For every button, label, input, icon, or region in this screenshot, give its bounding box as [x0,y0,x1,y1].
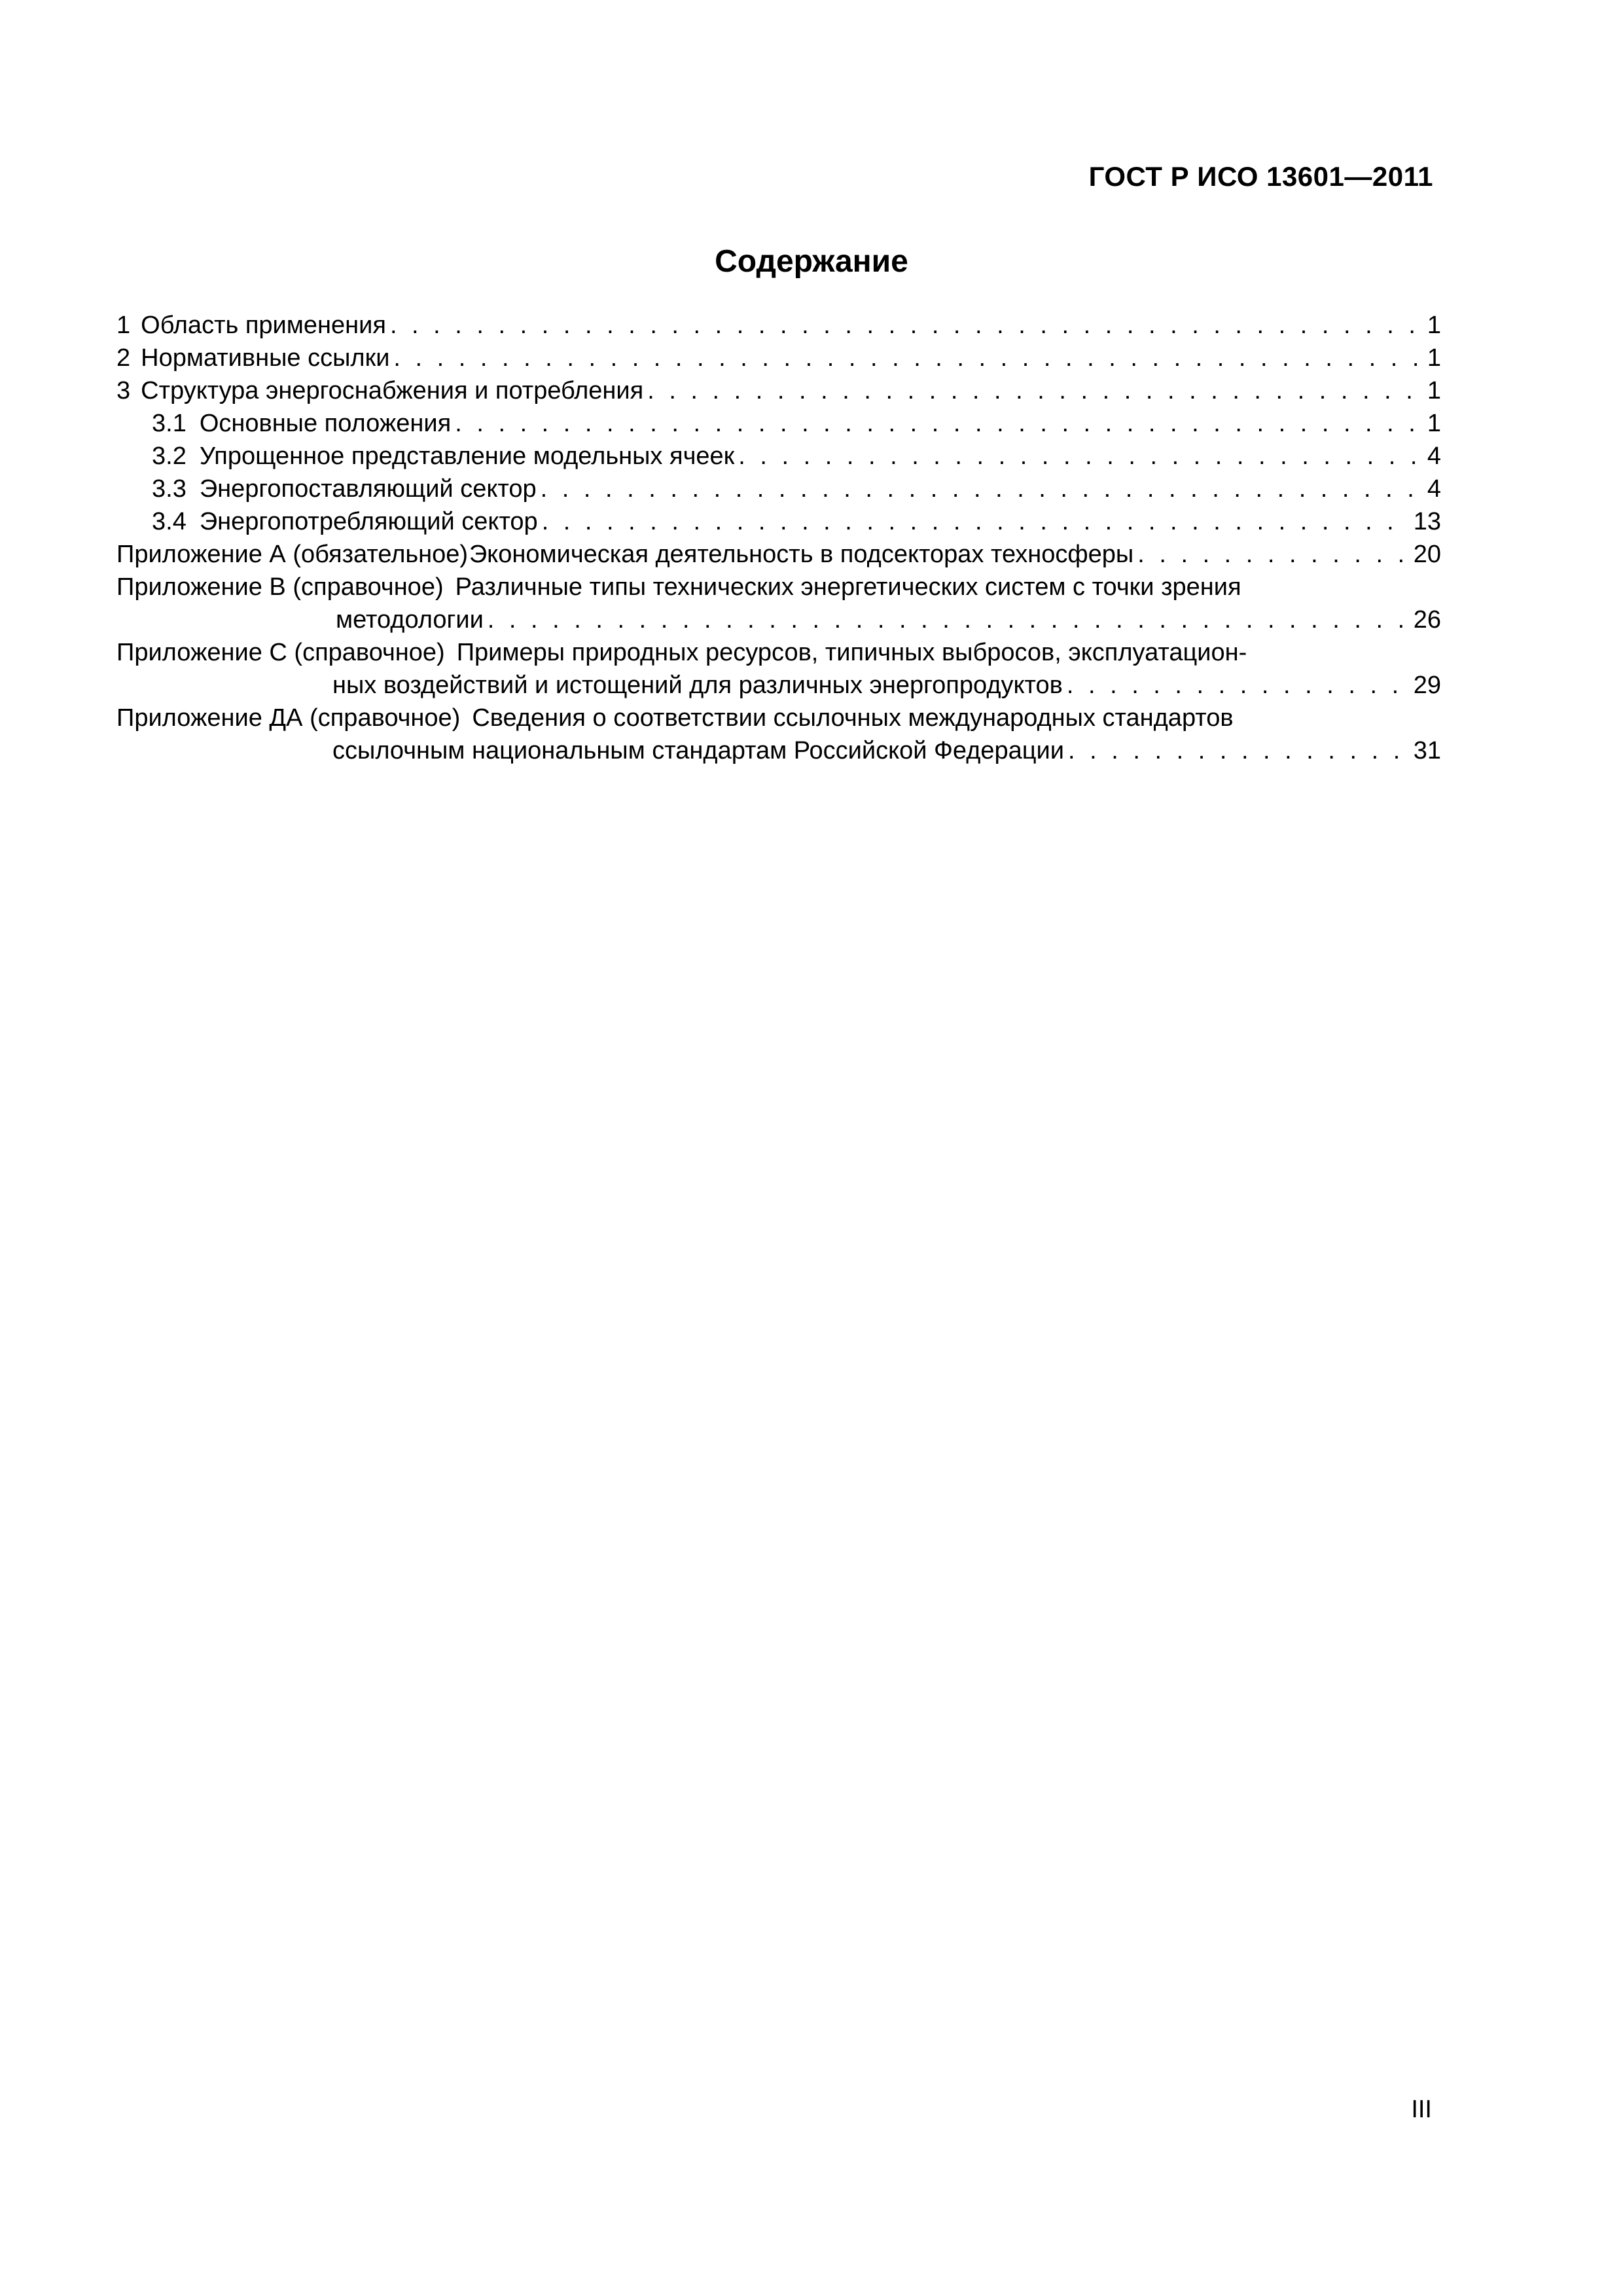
toc-entry-title: Различные типы технических энергетических систем с точки зрения [455,573,1241,601]
table-of-contents [116,309,1441,767]
dot-leader [455,407,1423,440]
toc-entry-title-continued: ных воздействий и истощений для различных энергопродуктов [332,672,1063,699]
toc-entry-title: Структура энергоснабжения и потребления [141,377,644,404]
toc-entry-page: 20 [1413,541,1441,568]
toc-entry-1[interactable] [116,309,1441,342]
dot-leader [541,473,1423,505]
toc-entry-3[interactable] [116,374,1441,407]
dot-leader [1068,734,1410,767]
toc-entry-title: Экономическая деятельность в подсекторах техносферы [469,541,1134,568]
toc-entry-page: 1 [1427,344,1441,372]
toc-entry-title: Область применения [141,312,386,339]
dot-leader [738,440,1423,473]
toc-entry-page: 4 [1427,475,1441,503]
appendix-label: Приложение В (справочное) [116,573,444,601]
toc-entry-page: 4 [1427,442,1441,470]
dot-leader [647,374,1423,407]
appendix-label: Приложение ДА (справочное) [116,704,461,732]
toc-entry-3-1[interactable] [116,407,1441,440]
toc-entry-title-continued: методологии [336,606,484,634]
toc-entry-number: 3.4 [152,508,187,535]
toc-entry-appendix-c-continued[interactable] [116,669,1441,702]
dot-leader [390,309,1423,342]
dot-leader [542,505,1410,538]
toc-entry-appendix-da[interactable] [116,702,1441,734]
toc-entry-page: 26 [1413,606,1441,634]
toc-entry-appendix-b[interactable] [116,571,1441,603]
toc-entry-number: 1 [116,312,131,339]
toc-entry-title: Энергопотребляющий сектор [199,508,538,535]
appendix-label: Приложение А (обязательное) [116,541,469,568]
dot-leader [393,342,1423,374]
toc-entry-page: 29 [1413,672,1441,699]
toc-entry-page: 1 [1427,410,1441,437]
toc-entry-3-3[interactable] [116,473,1441,505]
toc-entry-title: Нормативные ссылки [141,344,390,372]
page-title: Содержание [715,244,908,279]
dot-leader [1067,669,1410,702]
toc-entry-number: 3.1 [152,410,187,437]
toc-entry-number: 2 [116,344,131,372]
toc-entry-title: Энергопоставляющий сектор [199,475,537,503]
toc-entry-page: 1 [1427,312,1441,339]
toc-entry-appendix-a[interactable] [116,538,1441,571]
toc-entry-3-4[interactable] [116,505,1441,538]
appendix-label: Приложение С (справочное) [116,639,445,666]
toc-entry-title: Основные положения [199,410,452,437]
toc-entry-number: 3 [116,377,131,404]
toc-entry-page: 31 [1413,737,1441,764]
toc-entry-title: Сведения о соответствии ссылочных международных стандартов [472,704,1234,732]
document-code: ГОСТ Р ИСО 13601—2011 [1088,161,1433,192]
toc-entry-appendix-da-continued[interactable] [116,734,1441,767]
dot-leader [1137,538,1410,571]
toc-entry-3-2[interactable] [116,440,1441,473]
page-number: III [1411,2096,1432,2123]
toc-entry-page: 13 [1413,508,1441,535]
dot-leader [488,603,1410,636]
toc-entry-title: Примеры природных ресурсов, типичных выбросов, эксплуатацион- [456,639,1247,666]
toc-entry-page: 1 [1427,377,1441,404]
toc-entry-number: 3.2 [152,442,187,470]
toc-entry-number: 3.3 [152,475,187,503]
toc-entry-title: Упрощенное представление модельных ячеек [199,442,735,470]
toc-entry-appendix-b-continued[interactable] [116,603,1441,636]
toc-entry-title-continued: ссылочным национальным стандартам Российской Федерации [332,737,1065,764]
toc-entry-appendix-c[interactable] [116,636,1441,669]
toc-entry-2[interactable] [116,342,1441,374]
